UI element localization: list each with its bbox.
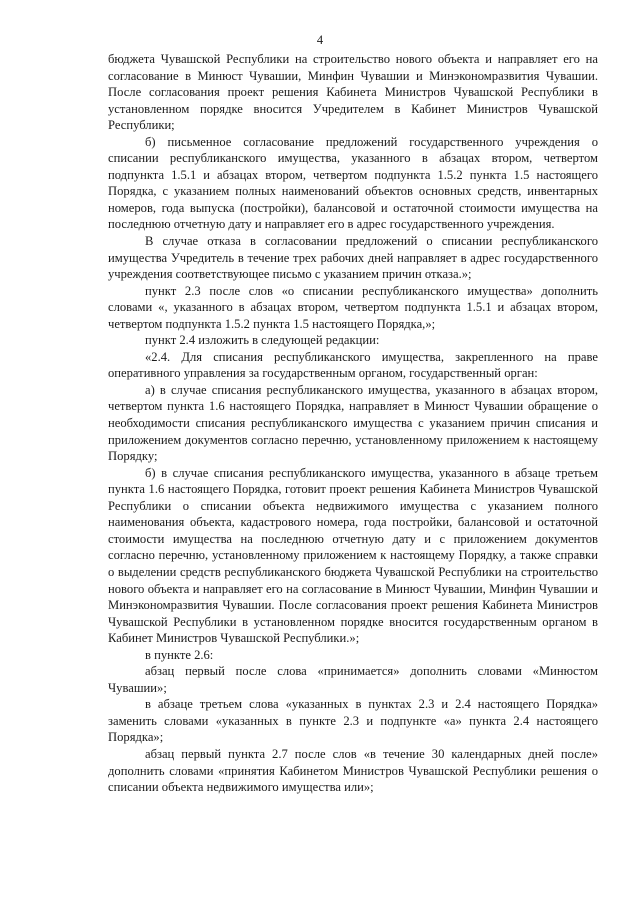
paragraph: В случае отказа в согласовании предложений о списании республиканского имущества Учредитель в течение трех рабочих дней направляет в адрес государственного учреждения соответствующее письмо с указанием причин отказа.»; bbox=[108, 234, 598, 282]
paragraph-continuation: бюджета Чувашской Республики на строительство нового объекта и направляет его на согласование в Минюст Чувашии, Минфин Чувашии и Минэкономразвития Чувашии. После согласования проект решения Кабинета Министров Чувашской Республики в установленном порядке вносится Учредителем в Кабинет Министров Чувашской Республики; bbox=[108, 52, 598, 133]
paragraph: абзац первый после слова «принимается» дополнить словами «Минюстом Чувашии»; bbox=[108, 664, 598, 695]
paragraph: пункт 2.3 после слов «о списании республиканского имущества» дополнить словами «, указанного в абзацах втором, четвертом подпункта 1.5.1 и абзацах втором, четвертом подпункта 1.5.2 пункта 1.5 настоящего Порядка,»; bbox=[108, 283, 598, 331]
page-number: 4 bbox=[316, 33, 324, 47]
paragraph: в пункте 2.6: bbox=[145, 647, 214, 662]
paragraph: б) письменное согласование предложений государственного учреждения о списании республиканского имущества, указанного в абзацах втором, четвертом подпункта 1.5.1 и абзацах втором, четвертом подпункта 1.5.2 пункта 1.5 настоящего Порядка, с указанием полных наименований объектов основных средств, инвентарных номеров, года выпуска (постройки), балансовой и остаточной стоимости имущества на последнюю отчетную дату и направляет его в адрес государственного учреждения. bbox=[108, 134, 598, 232]
paragraph: в абзаце третьем слова «указанных в пунктах 2.3 и 2.4 настоящего Порядка» заменить словами «указанных в пункте 2.3 и подпункте «а» пункта 2.4 настоящего Порядка»; bbox=[108, 697, 598, 745]
document-body bbox=[108, 51, 598, 796]
paragraph: б) в случае списания республиканского имущества, указанного в абзаце третьем пункта 1.6 настоящего Порядка, готовит проект решения Кабинета Министров Чувашской Республики о списании объекта недвижимого имущества с указанием полного наименования объекта, кадастрового номера, года постройки, балансовой и остаточной стоимости имущества на последнюю отчетную дату и с приложением документов согласно перечню, установленному приложением к настоящему Порядку, а также справки о выделении средств республиканского бюджета Чувашской Республики на строительство нового объекта и направляет его на согласование в Минюст Чувашии, Минфин Чувашии и Минэкономразвития Чувашии. После согласования проект решения Кабинета Министров Чувашской Республики в установленном порядке вносится государственным органом в Кабинет Министров Чувашской Республики.»; bbox=[108, 465, 598, 646]
paragraph: абзац первый пункта 2.7 после слов «в течение 30 календарных дней после» дополнить словами «принятия Кабинетом Министров Чувашской Республики решения о списании объекта недвижимого имущества или»; bbox=[108, 746, 598, 795]
paragraph: «2.4. Для списания республиканского имущества, закрепленного на праве оперативного управления за государственным органом, государственный орган: bbox=[108, 349, 598, 381]
paragraph: а) в случае списания республиканского имущества, указанного в абзацах втором, четвертом пункта 1.6 настоящего Порядка, направляет в Минюст Чувашии обращение о необходимости списания республиканского имущества с указанием причин списания и приложением документов согласно перечню, установленному приложением к настоящему Порядку; bbox=[108, 382, 598, 464]
paragraph: пункт 2.4 изложить в следующей редакции: bbox=[145, 333, 380, 348]
